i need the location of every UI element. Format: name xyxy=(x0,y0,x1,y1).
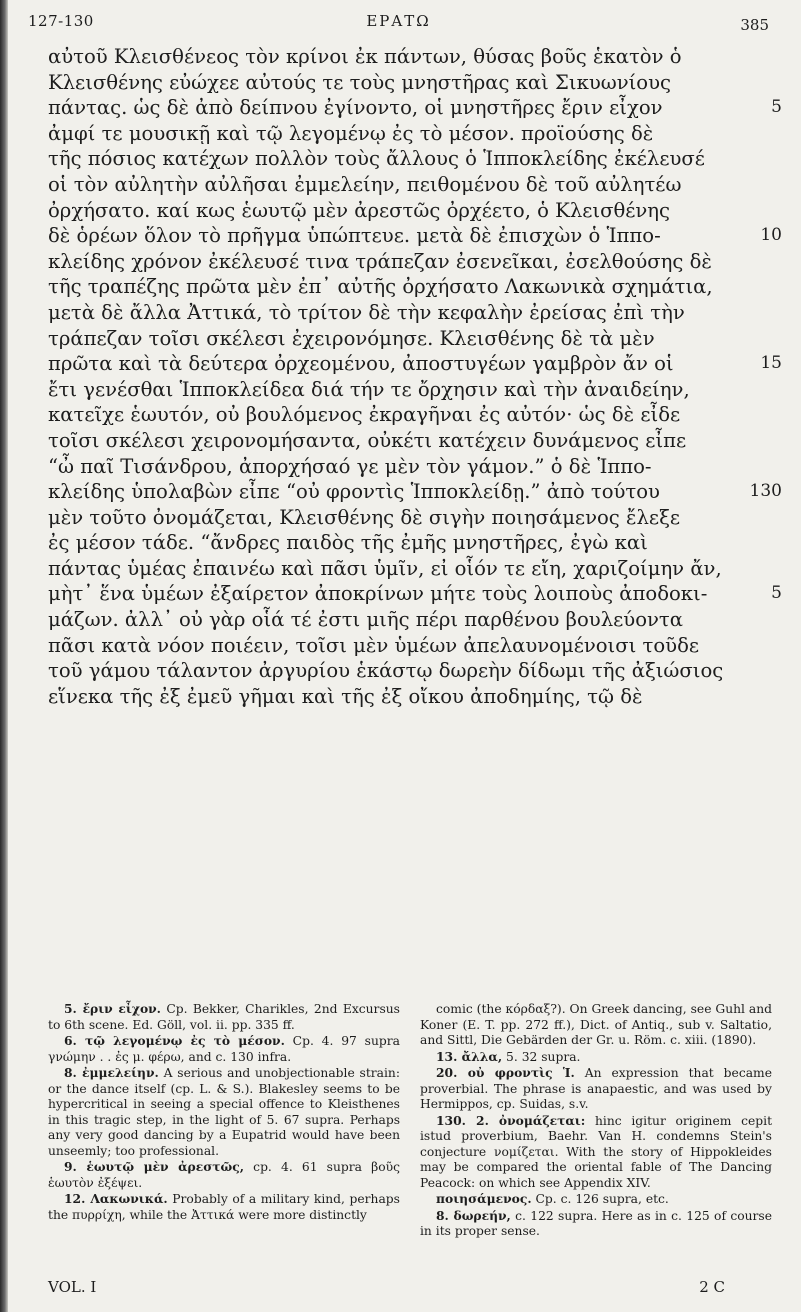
footnote-lemma: 9. ἑωυτῷ μὲν ἀρεστῶς, xyxy=(64,1159,245,1174)
running-head xyxy=(28,10,769,36)
text-line xyxy=(48,658,738,684)
text-line-content: πάντας ὑμέας ἐπαινέω καὶ πᾶσι ὑμῖν, εἰ οἷόν τε εἴη, χαριζοίμην ἄν, xyxy=(48,556,722,580)
text-line xyxy=(48,377,738,403)
text-line xyxy=(48,198,738,224)
greek-text-block xyxy=(48,44,782,709)
text-line xyxy=(48,454,738,480)
text-line-content: μάζων. ἀλλ᾽ οὐ γὰρ οἷά τέ ἐστι μιῆς πέρι παρθένου βουλεύοντα xyxy=(48,608,683,632)
text-line xyxy=(48,633,738,659)
text-line-content: τῆς πόσιος κατέχων πολλὸν τοὺς ἄλλους ὁ Ἱπποκλείδης ἐκέλευσέ xyxy=(48,147,705,171)
text-line xyxy=(48,44,738,70)
chapter-range: 127-130 xyxy=(28,12,94,30)
footnote-lemma: 6. τῷ λεγομένῳ ἐς τὸ μέσον. xyxy=(64,1033,285,1048)
text-line xyxy=(48,274,738,300)
footnote-lemma: 5. ἔριν εἶχον. xyxy=(64,1001,161,1016)
footnote xyxy=(420,1208,772,1240)
text-line-content: τοῦ γάμου τάλαντον ἀργυρίου ἑκάστῳ δωρεὴν δίδωμι τῆς ἀξιώσιος xyxy=(48,659,724,683)
text-line xyxy=(48,402,738,428)
footnote xyxy=(48,1065,400,1159)
footnote-text: comic (the κόρδαξ?). On Greek dancing, see Guhl and Koner (E. T. pp. 272 ff.), Dict. of Antiq., sub v. Saltatio, and Sittl, Die Gebärden der Gr. u. Röm. c. xiii. (1890). xyxy=(420,1002,773,1047)
text-line-content: ἔτι γενέσθαι Ἱπποκλείδεα διά τήν τε ὄρχησιν καὶ τὴν ἀναιδείην, xyxy=(48,377,690,401)
footnote xyxy=(420,1065,772,1113)
text-line-content: ἀμφί τε μουσικῇ καὶ τῷ λεγομένῳ ἐς τὸ μέσον. προϊούσης δὲ xyxy=(48,121,654,145)
text-line-content: Κλεισθένης εὐώχεε αὐτούς τε τοὺς μνηστῆρας καὶ Σικυωνίους xyxy=(48,70,671,94)
text-line-content: μὲν τοῦτο ὀνομάζεται, Κλεισθένης δὲ σιγὴν ποιησάμενος ἔλεξε xyxy=(48,505,681,529)
footnote-text: Probably of a military kind, perhaps the πυρρίχη, while the Ἀττικά were more distinctly xyxy=(48,1192,400,1222)
footnote-lemma: 8. ἐμμελείην. xyxy=(64,1065,159,1080)
line-number: 5 xyxy=(771,97,782,118)
text-line-content: τράπεζαν τοῖσι σκέλεσι ἐχειρονόμησε. Κλεισθένης δὲ τὰ μὲν xyxy=(48,326,655,350)
text-line xyxy=(48,684,738,710)
signature-mark: 2 C xyxy=(699,1278,725,1296)
footnote-text: hinc igitur originem cepit istud proverbium, Baehr. Van H. condemns Stein's conjecture νομίζεται. With the story of Hippokleides may be compared the oriental fable of The Dancing Peacock: on which see Appendix XIV. xyxy=(420,1113,773,1190)
footnote-text: An expression that became proverbial. The phrase is anapaestic, and was used by Hermippos, cp. Suidas, s.v. xyxy=(420,1066,772,1111)
line-number: 5 xyxy=(771,583,782,604)
footnote xyxy=(420,1049,772,1066)
notes-column-right xyxy=(420,1001,772,1240)
footnote xyxy=(420,1113,772,1192)
footnote xyxy=(420,1191,772,1208)
text-line-content: οἱ τὸν αὐλητὴν αὐλῆσαι ἐμμελείην, πειθομένου δὲ τοῦ αὐλητέω xyxy=(48,172,682,196)
commentary-notes xyxy=(48,1001,774,1281)
footnote xyxy=(48,1033,400,1065)
text-line xyxy=(48,530,738,556)
text-line xyxy=(48,249,738,275)
footnote-lemma: 130. 2. ὀνομάζεται: xyxy=(436,1112,586,1128)
text-line xyxy=(48,351,782,377)
text-line xyxy=(48,223,782,249)
notes-column-left xyxy=(48,1001,400,1223)
text-line-content: κλείδης χρόνον ἐκέλευσέ τινα τράπεζαν ἐσενεῖκαι, ἐσελθούσης δὲ xyxy=(48,249,712,273)
text-line xyxy=(48,326,738,352)
line-number: 15 xyxy=(760,353,782,374)
text-line xyxy=(48,300,738,326)
text-line-content: αὐτοῦ Κλεισθένεος τὸν κρίνοι ἐκ πάντων, θύσας βοῦς ἑκατὸν ὁ xyxy=(48,45,682,68)
text-line-content: πᾶσι κατὰ νόον ποιέειν, τοῖσι μὲν ὑμέων ἀπελαυνομένοισι τοῦδε xyxy=(48,633,700,657)
line-number: 10 xyxy=(760,225,782,246)
footnote xyxy=(48,1001,400,1033)
text-line-content: κλείδης ὑπολαβὼν εἶπε “οὐ φροντὶς Ἱπποκλείδῃ.” ἀπὸ τούτου xyxy=(48,480,660,504)
text-line-content: μὴτ᾽ ἕνα ὑμέων ἐξαίρετον ἀποκρίνων μήτε τοὺς λοιποὺς ἀποδοκι- xyxy=(48,582,708,606)
footnote xyxy=(48,1159,400,1191)
text-line xyxy=(48,172,738,198)
footnote-text: Cp. 4. 97 supra γνώμην . . ἐς μ. φέρω, and c. 130 infra. xyxy=(48,1034,400,1064)
line-number: 130 xyxy=(749,481,782,502)
text-line-content: ὀρχήσατο. καί κως ἑωυτῷ μὲν ἀρεστῶς ὀρχέετο, ὁ Κλεισθένης xyxy=(48,198,671,222)
text-line xyxy=(48,146,738,172)
text-line xyxy=(48,428,738,454)
text-line-content: εἵνεκα τῆς ἐξ ἐμεῦ γῆμαι καὶ τῆς ἐξ οἴκου ἀποδημίης, τῷ δὲ xyxy=(48,684,643,708)
page-footer xyxy=(48,1278,773,1302)
text-line xyxy=(48,479,782,505)
footnote-text: 5. 32 supra. xyxy=(502,1049,581,1064)
text-line xyxy=(48,581,782,607)
footnote-lemma: ποιησάμενος. xyxy=(436,1191,532,1206)
text-line-content: δὲ ὁρέων ὅλον τὸ πρῆγμα ὑπώπτευε. μετὰ δὲ ἐπισχὼν ὁ Ἱππο- xyxy=(48,224,661,248)
text-line-content: “ὦ παῖ Τισάνδρου, ἀπορχήσαό γε μὲν τὸν γάμον.” ὁ δὲ Ἱππο- xyxy=(48,454,652,478)
footnote-lemma: 12. Λακωνικά. xyxy=(64,1191,168,1206)
footnote-text: cp. 4. 61 supra βοῦς ἑωυτὸν ἐξέψει. xyxy=(48,1160,400,1190)
footnote xyxy=(420,1001,772,1049)
text-line-content: κατεῖχε ἑωυτόν, οὐ βουλόμενος ἐκραγῆναι ἐς αὐτόν· ὡς δὲ εἶδε xyxy=(48,403,681,427)
footnote-text: c. 122 supra. Here as in c. 125 of course in its proper sense. xyxy=(420,1208,773,1238)
book-title: ΕΡΑΤΩ xyxy=(366,12,431,30)
footnote-lemma: 13. ἄλλα, xyxy=(436,1048,503,1064)
footnote xyxy=(48,1191,400,1223)
footnote-lemma: 8. δωρεήν, xyxy=(436,1207,511,1223)
footnote-text: Cp. Bekker, Charikles, 2nd Excursus to 6th scene. Ed. Göll, vol. ii. pp. 335 ff. xyxy=(48,1002,400,1032)
text-line-content: πάντας. ὡς δὲ ἀπὸ δείπνου ἐγίνοντο, οἱ μνηστῆρες ἔριν εἶχον xyxy=(48,96,663,120)
volume-label: VOL. I xyxy=(48,1278,97,1296)
text-line-content: μετὰ δὲ ἄλλα Ἀττικά, τὸ τρίτον δὲ τὴν κεφαλὴν ἐρείσας ἐπὶ τὴν xyxy=(48,300,685,324)
footnote-text: A serious and unobjectionable strain: or the dance itself (cp. L. & S.). Blakesley seems to be hypercritical in seeing a special offence to Kleisthenes in this tragic step, in the light of 5. 67 supra. Perhaps any very good dancing by a Eupatrid would have been unseemly; too professional. xyxy=(48,1066,400,1158)
page-binding-edge xyxy=(0,0,8,1312)
text-line xyxy=(48,556,738,582)
page-number: 385 xyxy=(740,16,769,34)
text-line xyxy=(48,607,738,633)
footnote-lemma: 20. οὐ φροντὶς Ἱ. xyxy=(436,1065,575,1080)
text-line xyxy=(48,121,738,147)
text-line-content: τῆς τραπέζης πρῶτα μὲν ἐπ᾽ αὐτῆς ὀρχήσατο Λακωνικὰ σχημάτια, xyxy=(48,275,713,299)
text-line-content: ἐς μέσον τάδε. “ἄνδρες παιδὸς τῆς ἐμῆς μνηστῆρες, ἐγὼ καὶ xyxy=(48,531,648,555)
text-line xyxy=(48,95,782,121)
text-line-content: πρῶτα καὶ τὰ δεύτερα ὀρχεομένου, ἀποστυγέων γαμβρὸν ἄν οἱ xyxy=(48,352,674,376)
text-line-content: τοῖσι σκέλεσι χειρονομήσαντα, οὐκέτι κατέχειν δυνάμενος εἶπε xyxy=(48,428,687,452)
text-line xyxy=(48,505,738,531)
footnote-text: Cp. c. 126 supra, etc. xyxy=(531,1192,669,1206)
text-line xyxy=(48,70,738,96)
